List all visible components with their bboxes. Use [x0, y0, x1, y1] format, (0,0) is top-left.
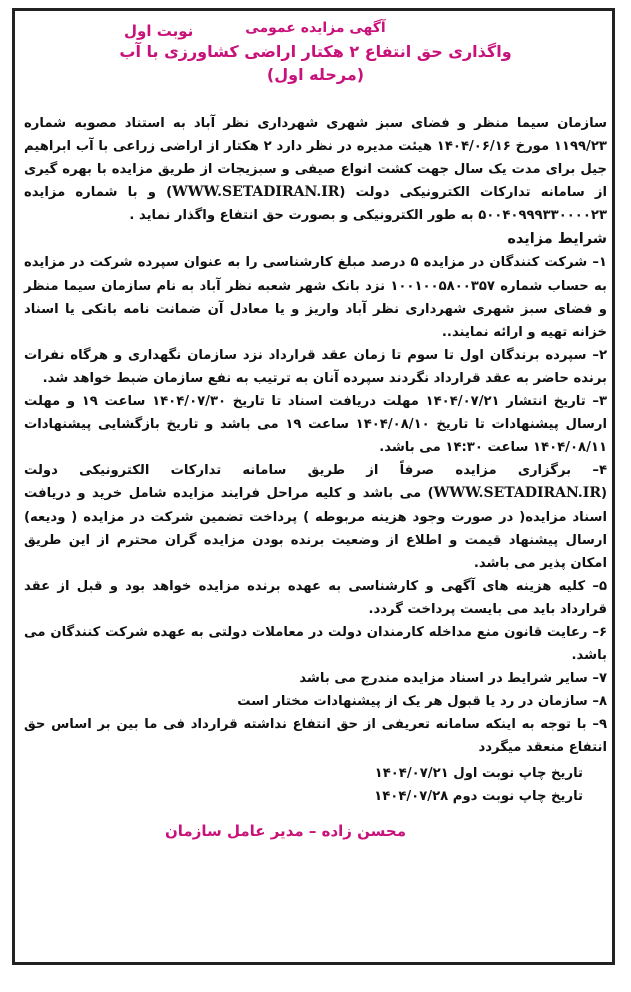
condition-9: ۹– با توجه به اینکه سامانه تعریفی از حق انتفاع نداشته قرارداد فی ما بین بر اساس حق انتفاع منعقد میگردد: [24, 717, 607, 756]
round-label: نوبت اول: [124, 22, 194, 40]
setadiran-link[interactable]: WWW.SETADIRAN.IR: [172, 184, 340, 201]
notice-stage: (مرحله اول): [266, 65, 365, 84]
condition-3: ۳– تاریخ انتشار ۱۴۰۴/۰۷/۲۱ مهلت دریافت اسناد تا تاریخ ۱۴۰۴/۰۷/۳۰ ساعت ۱۹ و مهلت ارسال پیشنهادات تا تاریخ ۱۴۰۴/۰۸/۱۰ ساعت ۱۹ می باشد و تاریخ بازگشایی پیشنهادات ۱۴۰۴/۰۸/۱۱ ساعت ۱۴:۳۰ می باشد.: [24, 394, 608, 456]
intro-text-1: سازمان سیما منظر و فضای سبز شهری شهرداری نظر آباد به استناد مصوبه شماره ۱۱۹۹/۲۳ مورخ ۱۴۰۴/۰۶/۱۶ هیئت مدیره در نظر دارد ۲ هکتار از اراضی زراعی با آب ابراهیم جیل برای مدت یک سال جهت کشت انواع صیفی و سبزیجات از طریق مزایده با بهره گیری از سامانه تدارکات الکترونیکی دولت (: [24, 116, 607, 201]
conditions-title: شرایط مزایده: [507, 231, 607, 248]
intro-text-2: ) و با شماره مزایده ۵۰۰۴۰۹۹۹۳۳۰۰۰۰۲۳ به طور الکترونیکی و بصورت حق انتفاع واگذار نماید .: [24, 185, 607, 224]
condition-6: ۶– رعایت قانون منع مداخله کارمندان دولت در معاملات دولتی به عهده شرکت کنندگان می باشد.: [24, 624, 607, 664]
condition-8: ۸– سازمان در رد یا قبول هر یک از پیشنهادات مختار است: [237, 694, 607, 710]
notice-content: [24, 14, 607, 840]
notice-title: آگهی مزایده عمومی: [245, 20, 386, 36]
setadiran-link-2[interactable]: WWW.SETADIRAN.IR: [433, 485, 601, 502]
condition-1: ۱– شرکت کنندگان در مزایده ۵ درصد مبلغ کارشناسی را به عنوان سپرده شرکت در مزایده به حساب شماره ۱۰۰۱۰۰۵۸۰۰۳۵۷ نزد بانک شهر شعبه نظر آباد به نام سازمان سیما منظر و فضای سبز شهری شهرداری نظر آباد واریز و یا معادل آن ضمانت نامه بانکی یا اسناد خزانه تهیه و ارائه نمایند..: [24, 255, 607, 340]
condition-4: [24, 459, 607, 574]
intro-paragraph: [24, 112, 607, 227]
condition-7: ۷– سایر شرایط در اسناد مزایده مندرج می باشد: [299, 671, 607, 687]
second-print-date: تاریخ چاپ نوبت دوم ۱۴۰۴/۰۷/۲۸: [374, 788, 583, 804]
print-dates: [24, 762, 607, 808]
condition-5: ۵– کلیه هزینه های آگهی و کارشناسی به عهده برنده مزایده خواهد بود و قبل از عقد قرارداد باید می بایست پرداخت گردد.: [24, 578, 607, 617]
first-print-date: تاریخ چاپ نوبت اول ۱۴۰۴/۰۷/۲۱: [374, 765, 583, 781]
notice-subject: واگذاری حق انتفاع ۲ هکتار اراضی کشاورزی با آب: [119, 42, 512, 61]
condition-2: ۲– سپرده برندگان اول تا سوم تا زمان عقد قرارداد نزد سازمان نگهداری و هرگاه نفرات برنده حاضر به عقد قرارداد نگردند سپرده آنان به ترتیب به نفع سازمان ضبط خواهد شد.: [24, 347, 607, 386]
signature: محسن زاده – مدیر عامل سازمان: [164, 821, 406, 840]
condition-4-text-1: ۴– برگزاری مزایده صرفاً از طریق سامانه تدارکات الکترونیکی دولت (: [24, 463, 607, 502]
condition-4-text-2: ) می باشد و کلیه مراحل فرایند مزایده شامل خرید و دریافت اسناد مزایده( در صورت وجود هزینه مربوطه ) پرداخت تضمین شرکت در مزایده ( ودیعه) ارسال پیشنهاد قیمت و اطلاع از وضعیت برنده بودن مزایده گران محترم از این طریق امکان پذیر می باشد.: [24, 486, 607, 571]
notice-header: [24, 20, 607, 108]
